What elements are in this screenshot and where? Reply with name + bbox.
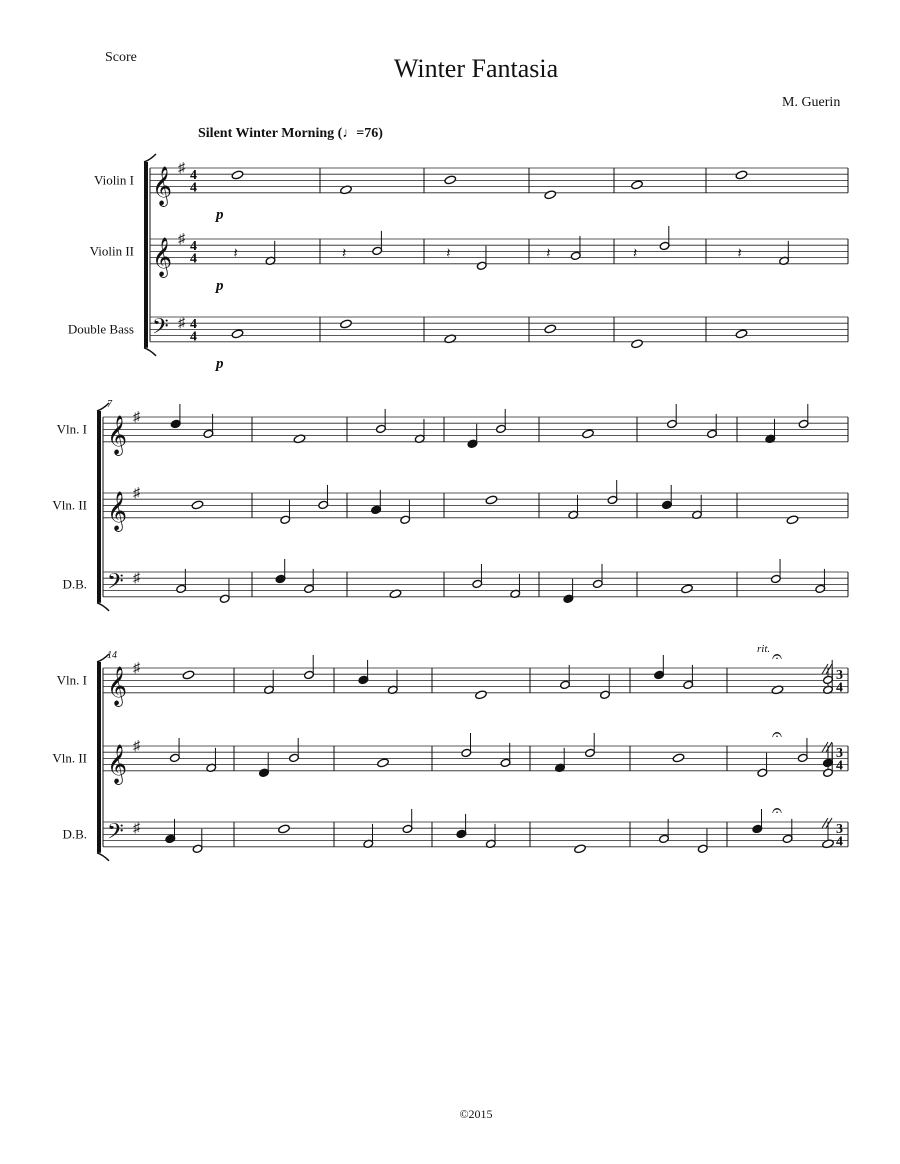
key-signature-sharp-icon: ♯ <box>178 232 185 247</box>
time-signature-bottom: 4 <box>190 180 197 196</box>
treble-clef-icon: 𝄞 <box>107 492 128 530</box>
bracket-hook-bottom <box>97 853 109 861</box>
key-signature-sharp-icon: ♯ <box>133 661 140 676</box>
quarter-rest-icon: 𝄽 <box>446 246 451 262</box>
time-signature-bottom: 4 <box>836 680 843 696</box>
bracket-hook-bottom <box>144 348 156 356</box>
note-head <box>735 170 748 180</box>
quarter-rest-icon: 𝄽 <box>546 246 551 262</box>
measure-number: 7 <box>107 399 112 410</box>
quarter-rest-icon: 𝄽 <box>342 246 347 262</box>
note-head <box>475 690 488 700</box>
note-head <box>182 670 195 680</box>
quarter-rest-icon: 𝄽 <box>233 246 238 262</box>
dynamic-marking: p <box>216 355 224 372</box>
bass-clef-icon: 𝄢 <box>152 314 169 344</box>
dynamic-marking: p <box>216 277 224 294</box>
treble-clef-icon: 𝄞 <box>107 667 128 705</box>
time-signature-top: 4 <box>190 168 197 184</box>
time-signature-top: 4 <box>190 239 197 255</box>
fermata-icon: 𝄐 <box>772 724 783 744</box>
piece-title: Winter Fantasia <box>393 54 559 83</box>
treble-clef-icon: 𝄞 <box>152 167 173 205</box>
key-signature-sharp-icon: ♯ <box>133 410 140 425</box>
note-head <box>574 844 587 854</box>
dynamic-marking: p <box>216 206 224 223</box>
quarter-rest-icon: 𝄽 <box>737 246 742 262</box>
time-signature-bottom: 4 <box>836 834 843 850</box>
note-head <box>340 319 353 329</box>
time-signature-top: 3 <box>836 822 843 838</box>
note-head <box>672 753 685 763</box>
tempo-text: Silent Winter Morning ( <box>198 126 343 141</box>
instrument-label: Vln. II <box>52 497 87 513</box>
time-signature-top: 3 <box>836 746 843 762</box>
note-head <box>582 429 595 439</box>
instrument-label: Vln. I <box>56 421 87 437</box>
instrument-label: Violin II <box>89 243 134 259</box>
note-head <box>544 190 557 200</box>
fermata-icon: 𝄐 <box>772 646 783 666</box>
instrument-label: Violin I <box>93 172 134 188</box>
instrument-label: D.B. <box>62 826 87 842</box>
score-label: Score <box>105 50 137 65</box>
note-head <box>681 584 694 594</box>
treble-clef-icon: 𝄞 <box>107 416 128 454</box>
key-signature-sharp-icon: ♯ <box>178 316 185 332</box>
note-head <box>231 170 244 180</box>
time-signature-bottom: 4 <box>190 329 197 345</box>
note-head <box>735 329 748 339</box>
key-signature-sharp-icon: ♯ <box>178 161 185 176</box>
key-signature-sharp-icon: ♯ <box>133 821 140 837</box>
bass-clef-icon: 𝄢 <box>107 819 124 849</box>
bracket-hook-bottom <box>97 603 109 611</box>
note-head <box>278 824 291 834</box>
note-head <box>231 329 244 339</box>
note-head <box>485 495 498 505</box>
bracket-hook-top <box>144 154 156 162</box>
note-head <box>631 180 644 190</box>
instrument-label: Vln. I <box>56 672 87 688</box>
note-head <box>377 758 390 768</box>
quarter-rest-icon: 𝄽 <box>633 246 638 262</box>
quarter-note-icon: ♩ <box>342 126 357 141</box>
instrument-label: D.B. <box>62 576 87 592</box>
ritardando-marking: rit. <box>757 643 771 655</box>
time-signature-top: 3 <box>836 668 843 684</box>
bass-clef-icon: 𝄢 <box>107 569 124 599</box>
key-signature-sharp-icon: ♯ <box>133 486 140 501</box>
note-head <box>444 175 457 185</box>
note-head <box>631 339 644 349</box>
time-signature-top: 4 <box>190 317 197 333</box>
measure-number: 14 <box>107 650 117 661</box>
composer-name: M. Guerin <box>782 95 841 110</box>
copyright: ©2015 <box>459 1107 493 1121</box>
note-head <box>544 324 557 334</box>
treble-clef-icon: 𝄞 <box>107 745 128 783</box>
instrument-label: Vln. II <box>52 750 87 766</box>
time-signature-bottom: 4 <box>836 758 843 774</box>
treble-clef-icon: 𝄞 <box>152 238 173 276</box>
tempo-value: =76) <box>356 126 383 141</box>
time-signature-bottom: 4 <box>190 251 197 267</box>
instrument-label: Double Bass <box>67 321 134 337</box>
fermata-icon: 𝄐 <box>772 800 783 820</box>
key-signature-sharp-icon: ♯ <box>133 571 140 587</box>
note-head <box>786 515 799 525</box>
note-head <box>191 500 204 510</box>
key-signature-sharp-icon: ♯ <box>133 739 140 754</box>
